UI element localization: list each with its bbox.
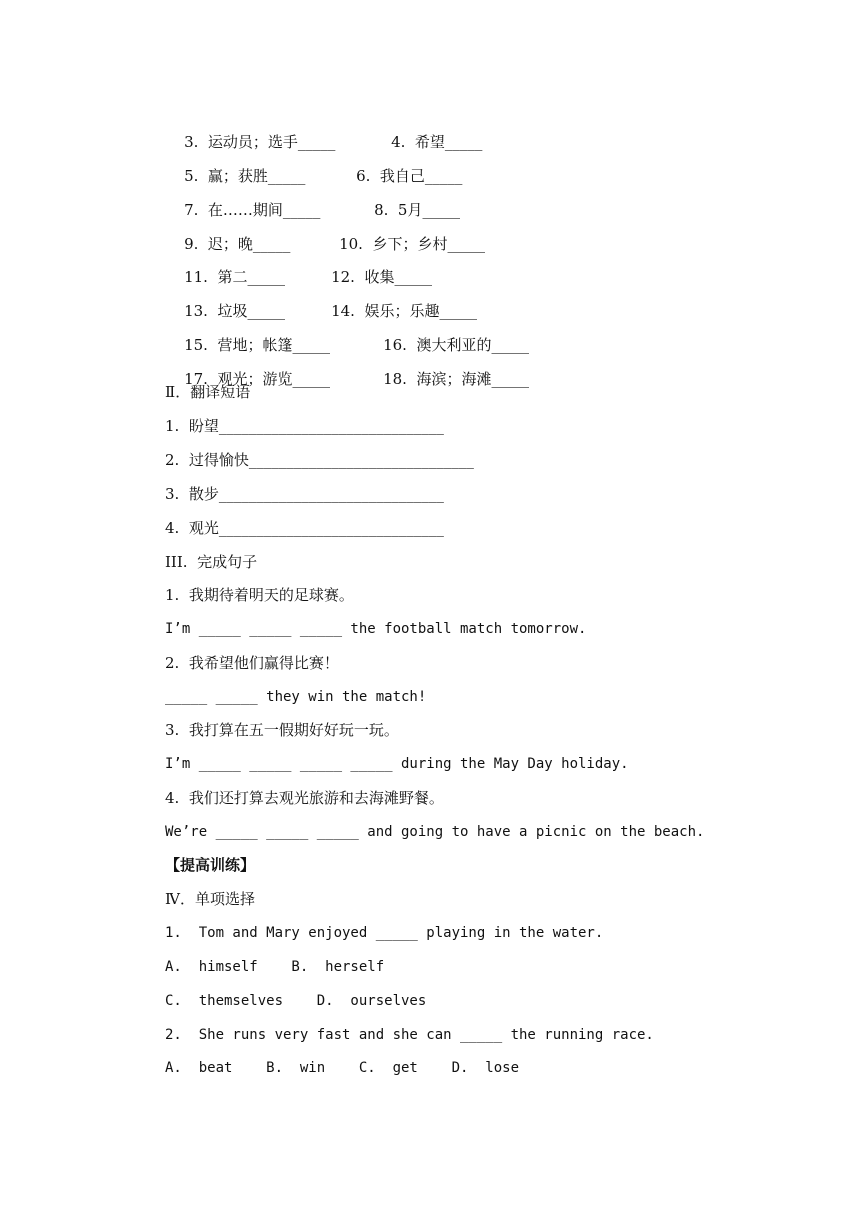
phrase-item: 2. 过得愉快______________________________	[165, 451, 474, 469]
advanced-training-heading: 【提高训练】	[165, 856, 256, 874]
question: 1. Tom and Mary enjoyed _____ playing in the water.	[165, 925, 604, 941]
vocab-item: 11. 第二_____	[184, 268, 285, 286]
vocab-item: 9. 迟；晚_____	[184, 235, 291, 253]
sentence-chinese: 4. 我们还打算去观光旅游和去海滩野餐。	[165, 789, 444, 807]
answer-options: C. themselves D. ourselves	[165, 993, 427, 1009]
answer-options: A. himself B. herself	[165, 959, 385, 975]
answer-options: A. beat B. win C. get D. lose	[165, 1060, 520, 1076]
section-heading: Ⅳ．单项选择	[165, 890, 255, 908]
vocab-item: 14. 娱乐；乐趣_____	[331, 302, 477, 320]
phrase-item: 3. 散步______________________________	[165, 485, 444, 503]
sentence-english: _____ _____ they win the match!	[165, 689, 427, 705]
sentence-english: We’re _____ _____ _____ and going to have a picnic on the beach.	[165, 824, 705, 840]
vocab-item: 5. 赢；获胜_____	[184, 167, 306, 185]
sentence-english: I’m _____ _____ _____ _____ during the May Day holiday.	[165, 756, 629, 772]
vocab-item: 6. 我自己_____	[356, 167, 463, 185]
vocab-item: 10. 乡下；乡村_____	[339, 235, 485, 253]
sentence-chinese: 3. 我打算在五一假期好好玩一玩。	[165, 721, 399, 739]
vocab-item: 12. 收集_____	[331, 268, 432, 286]
sentence-chinese: 1. 我期待着明天的足球赛。	[165, 586, 354, 604]
vocab-item: 8. 5月_____	[374, 201, 460, 219]
phrase-item: 1. 盼望______________________________	[165, 417, 444, 435]
sentence-english: I’m _____ _____ _____ the football match tomorrow.	[165, 621, 587, 637]
section-heading: III. 完成句子	[165, 553, 258, 571]
phrase-item: 4. 观光______________________________	[165, 519, 444, 537]
vocab-item: 4. 希望_____	[391, 133, 483, 151]
vocab-item: 13. 垃圾_____	[184, 302, 285, 320]
vocab-item: 7. 在……期间_____	[184, 201, 321, 219]
vocab-item: 16. 澳大利亚的_____	[383, 336, 529, 354]
vocab-item: 17. 观光；游览_____	[184, 370, 330, 388]
sentence-chinese: 2. 我希望他们赢得比赛！	[165, 654, 339, 672]
question: 2. She runs very fast and she can _____ the running race.	[165, 1027, 654, 1043]
vocab-item: 18. 海滨；海滩_____	[383, 370, 529, 388]
vocab-item: 3. 运动员；选手_____	[184, 133, 336, 151]
section-heading: Ⅱ．翻译短语	[165, 383, 251, 401]
vocab-item: 15. 营地；帐篷_____	[184, 336, 330, 354]
